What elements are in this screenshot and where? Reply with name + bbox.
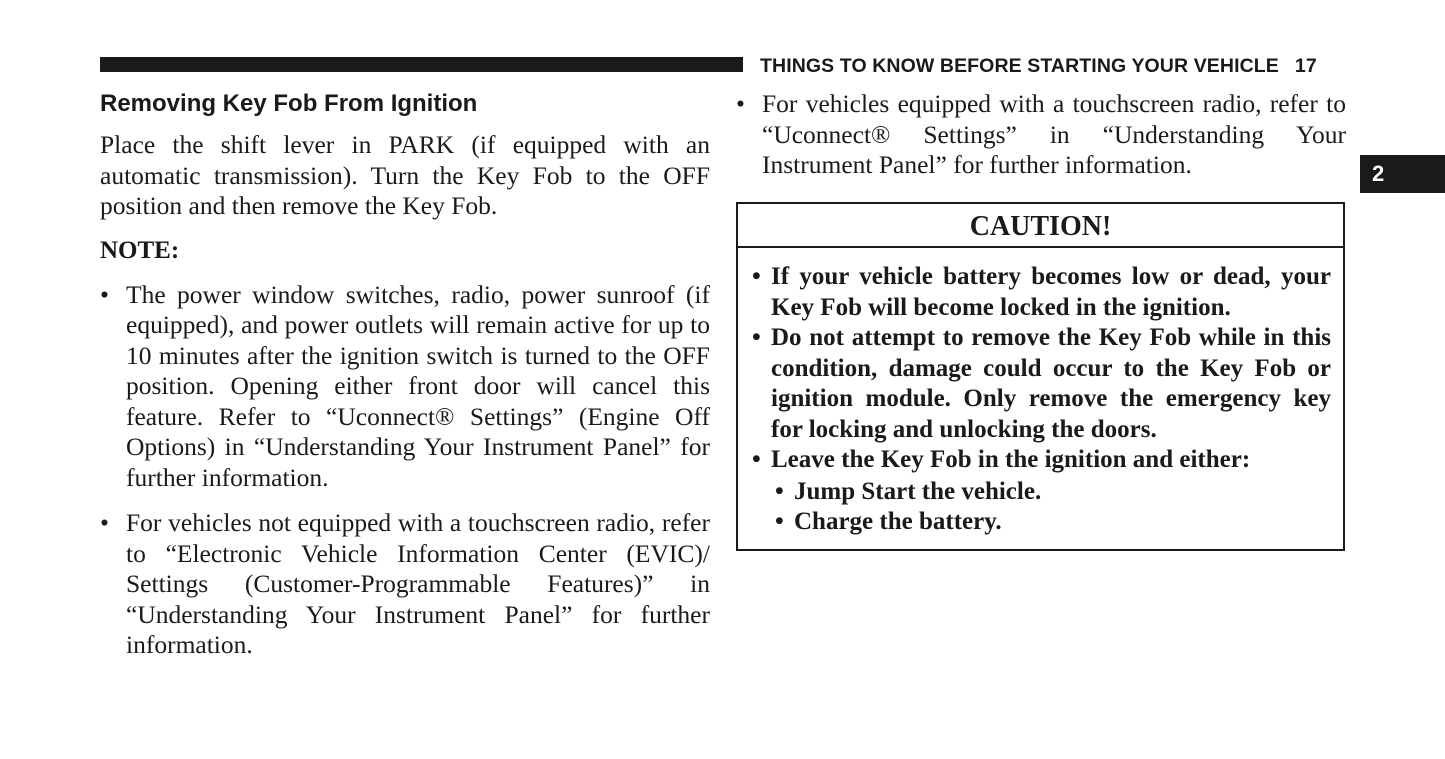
caution-subitem-text: Jump Start the vehicle. (794, 477, 1042, 505)
running-header (760, 55, 1346, 77)
note-item (100, 508, 710, 661)
caution-item (752, 262, 1331, 323)
bullet-icon: • (752, 263, 761, 290)
note-item-text: The power window switches, radio, power sunroof (if equipped), and power outlets will remain active for up to 10 minutes after the ignition switch is turned to the OFF position. Opening either front door will cancel this feature. Refer to “Uconnect® Settings” (Engine Off Options) in “Understanding Your Instrument Panel” for further information. (126, 279, 710, 492)
caution-list (738, 248, 1343, 538)
caution-item-text: Do not attempt to remove the Key Fob while in this condition, damage could occur to the Key Fob or ignition module. Only remove the emergency key for locking and unlocking the doors. (771, 324, 1331, 443)
caution-sublist (771, 477, 1331, 538)
bullet-icon: • (100, 508, 109, 537)
bullet-icon: • (775, 508, 784, 535)
note-item-text: For vehicles not equipped with a touchscreen radio, refer to “Electronic Vehicle Information Center (EVIC)/ Settings (Customer-Programmable Features)” in “Understanding Your Instrument Panel” for further information. (126, 508, 710, 659)
chapter-tab: 2 (1360, 155, 1445, 193)
note-item (100, 280, 710, 494)
caution-box (736, 202, 1345, 551)
section-heading: Removing Key Fob From Ignition (100, 90, 478, 117)
header-rule (100, 57, 743, 72)
caution-subitem (775, 507, 1331, 538)
caution-subitem-text: Charge the battery. (794, 508, 1002, 535)
left-column (100, 88, 710, 676)
bullet-icon: • (752, 324, 761, 351)
running-title: THINGS TO KNOW BEFORE STARTING YOUR VEHICLE (760, 55, 1279, 77)
caution-item-text: If your vehicle battery becomes low or dead, your Key Fob will become locked in the ignition. (771, 263, 1331, 321)
note-item-text: For vehicles equipped with a touchscreen radio, refer to “Uconnect® Settings” in “Understanding Your Instrument Panel” for further information. (762, 89, 1346, 179)
caution-subitem (775, 477, 1331, 508)
right-column (736, 89, 1346, 181)
caution-item-text: Leave the Key Fob in the ignition and either: (771, 446, 1251, 473)
bullet-icon: • (775, 477, 784, 505)
bullet-icon: • (736, 89, 745, 118)
caution-item (752, 445, 1331, 538)
caution-title: CAUTION! (738, 204, 1343, 248)
note-list (100, 280, 710, 661)
bullet-icon: • (752, 446, 761, 473)
note-item (736, 89, 1346, 181)
page-number: 17 (1294, 55, 1317, 77)
intro-paragraph: Place the shift lever in PARK (if equipped with an automatic transmission). Turn the Key Fob to the OFF position and then remove the Key Fob. (100, 130, 710, 220)
caution-item (752, 323, 1331, 445)
bullet-icon: • (100, 279, 109, 309)
note-label: NOTE: (100, 236, 180, 264)
